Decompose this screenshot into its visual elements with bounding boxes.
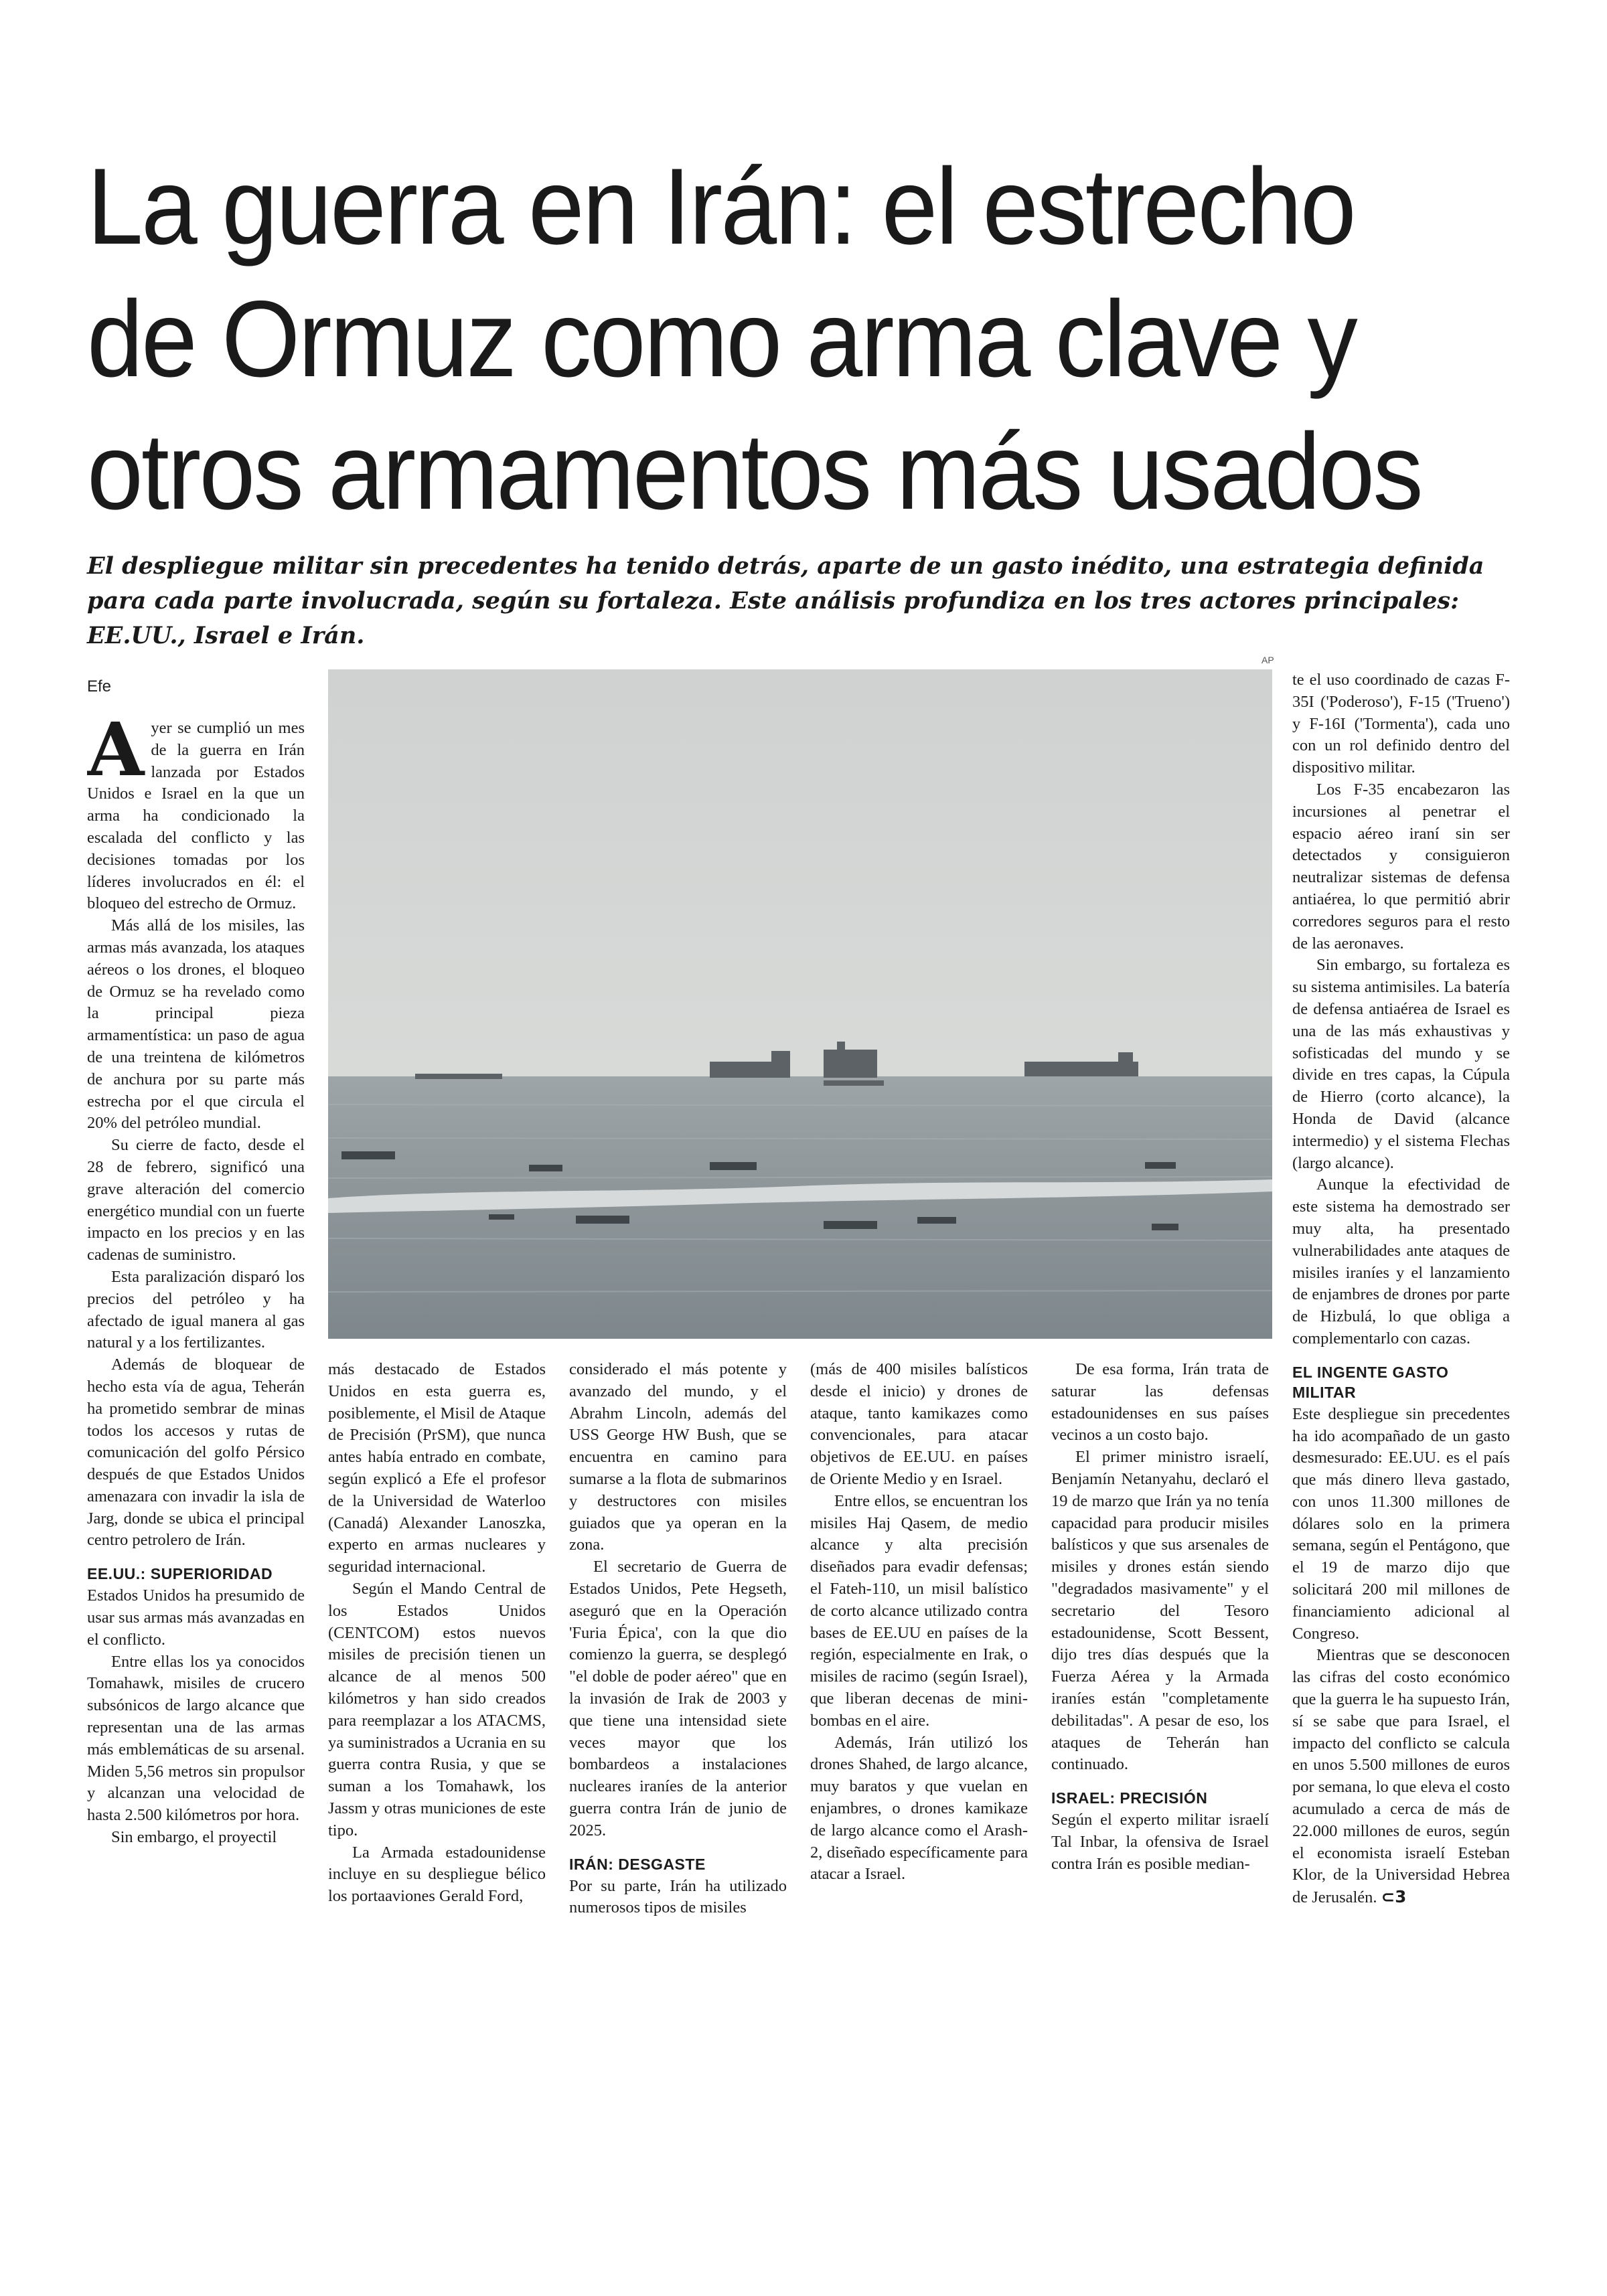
column-5 — [1051, 1359, 1269, 1948]
paragraph: Además, Irán utilizó los drones Shahed, de largo alcance, muy baratos y que vuelan en enjambres, o drones kamikaze de largo alcance como el Arash-2, diseñado específicamente para atacar a Israel. — [810, 1733, 1028, 1884]
paragraph: más destacado de Estados Unidos en esta guerra es, posiblemente, el Misil de Ataque de Precisión (PrSM), que nunca antes había entrado en combate, según explicó a Efe el profesor de la Universidad de Waterloo (Canadá) Alexander Lanoszka, experto en armas nucleares y seguridad internacional. — [328, 1360, 546, 1576]
paragraph: Más allá de los misiles, las armas más avanzada, los ataques aéreos o los drones, el bloqueo de Ormuz se ha revelado como la principal pieza armamentística: un paso de agua de una treintena de kilómetros de anchura por su parte más estrecha por el que circula el 20% del petróleo mundial. — [87, 916, 305, 1133]
paragraph: Sin embargo, el proyectil — [111, 1828, 277, 1847]
paragraph — [87, 718, 305, 915]
photo-credit: AP — [1261, 655, 1274, 665]
section-heading-gasto: EL INGENTE GASTO MILITAR — [1292, 1363, 1449, 1401]
headline-line-2: de Ormuz como arma clave y — [87, 278, 1357, 400]
paragraph: La Armada estadounidense incluye en su despliegue bélico los portaaviones Gerald Ford, — [328, 1843, 546, 1906]
section-heading-israel: ISRAEL: PRECISIÓN — [1051, 1789, 1208, 1807]
column-1 — [87, 718, 305, 1949]
paragraph-text: Mientras que se desconocen las cifras del costo económico que la guerra le ha supuesto Irán, sí se sabe que para Israel, el impacto del conflicto se calcula en unos 5.500 millones de euros por semana, lo que eleva el costo acumulado a cerca de más de 22.000 millones de euros, según el economista israelí Esteban Klor, de la Universidad Hebrea de Jerusalén. — [1292, 1646, 1510, 1907]
paragraph: (más de 400 misiles balísticos desde el inicio) y drones de ataque, tanto kamikazes como convencionales, para atacar objetivos de EE.UU. en países de Oriente Medio y en Israel. — [810, 1360, 1028, 1488]
paragraph: te el uso coordinado de cazas F-35I ('Poderoso'), F-15 ('Trueno') y F-16I ('Tormenta'), cada uno con un rol definido dentro del dispositivo militar. — [1292, 671, 1510, 777]
column-2 — [328, 1359, 546, 1948]
headline — [87, 141, 1438, 538]
byline: Efe — [87, 677, 112, 695]
section-heading-usa: EE.UU.: SUPERIORIDAD — [87, 1565, 273, 1583]
paragraph: Entre ellos, se encuentran los misiles Haj Qasem, de medio alcance y alta precisión diseñados para evadir defensas; el Fateh-110, un misil balístico de corto alcance utilizado contra bases de EE.UU en países de la región, especialmente en Irak, o misiles de racimo (según Israel), que liberan decenas de mini-bombas en el aire. — [810, 1491, 1028, 1730]
paragraph-text: yer se cumplió un mes de la guerra en Irán lanzada por Estados Unidos e Israel en la que un arma ha condicionado la escalada del conflicto y las decisiones tomadas por los líderes involucrados en él: el bloqueo del estrecho de Ormuz. — [87, 719, 305, 913]
paragraph — [1292, 1645, 1510, 1909]
headline-line-1: La guerra en Irán: el estrecho — [87, 146, 1355, 267]
paragraph: Estados Unidos ha presumido de usar sus armas más avanzadas en el conflicto. — [87, 1586, 305, 1649]
paragraph: El primer ministro israelí, Benjamín Netanyahu, declaró el 19 de marzo que Irán ya no tenía capacidad para producir misiles balísticos y que sus arsenales de misiles y drones están siendo "degradados masivamente" y el secretario del Tesoro estadounidense, Scott Bessent, dijo tres días después que la Fuerza Aérea y la Armada iraníes están "completamente debilitadas". A pesar de eso, los ataques de Teherán han continuado. — [1051, 1448, 1269, 1774]
subtitle: El despliegue militar sin precedentes ha tenido detrás, aparte de un gasto inédito, una estrategia definida para cada parte involucrada, según su fortaleza. Este análisis profundiza en los tres actores principales: EE.UU., Israel e Irán. — [87, 552, 1484, 649]
column-6 — [1292, 669, 1510, 1948]
ships-photo — [328, 669, 1272, 1339]
headline-line-3: otros armamentos más usados — [87, 411, 1422, 532]
paragraph: Los F-35 encabezaron las incursiones al penetrar el espacio aéreo iraní sin ser detectados y consiguieron neutralizar sistemas de defensa antiaérea, lo que permitió abrir corredores seguros para el resto de las aeronaves. — [1292, 780, 1510, 953]
drop-cap: A — [87, 718, 145, 793]
paragraph: Esta paralización disparó los precios del petróleo y ha afectado de igual manera al gas natural y a los fertilizantes. — [87, 1267, 305, 1352]
paragraph: Además de bloquear de hecho esta vía de agua, Teherán ha prometido sembrar de minas todos los accesos y rutas de comunicación del golfo Pérsico después de que Estados Unidos amenazara con invadir la isla de Jarg, donde se ubica el principal centro petrolero de Irán. — [87, 1356, 305, 1550]
paragraph: Sin embargo, su fortaleza es su sistema antimisiles. La batería de defensa antiaérea de Israel es una de las más exhaustivas y sofisticadas del mundo y se divide en tres capas, la Cúpula de Hierro (corto alcance), la Honda de David (alcance intermedio) y el sistema Flechas (largo alcance). — [1292, 956, 1510, 1172]
paragraph: Su cierre de facto, desde el 28 de febrero, significó una grave alteración del comercio energético mundial con un fuerte impacto en los precios y en las cadenas de suministro. — [87, 1136, 305, 1264]
section-heading-iran: IRÁN: DESGASTE — [569, 1855, 706, 1873]
paragraph: De esa forma, Irán trata de saturar las defensas estadounidenses en sus países vecinos a un costo bajo. — [1051, 1360, 1269, 1445]
paragraph: considerado el más potente y avanzado del mundo, y el Abrahm Lincoln, además del USS George HW Bush, que se encuentra en camino para sumarse a la flota de submarinos y destructores con misiles guiados que ya operan en la zona. — [569, 1360, 787, 1554]
column-4 — [810, 1359, 1028, 1948]
paragraph: Por su parte, Irán ha utilizado numerosos tipos de misiles — [569, 1876, 787, 1917]
paragraph: El secretario de Guerra de Estados Unidos, Pete Hegseth, aseguró que en la Operación 'Furia Épica', con la que dio comienzo la guerra, se desplegó "el doble de poder aéreo" que en la invasión de Irak de 2003 y que tiene una intensidad siete veces mayor que los bombardeos a instalaciones nucleares iraníes de la anterior guerra contra Irán de junio de 2025. — [569, 1558, 787, 1839]
paragraph: Según el experto militar israelí Tal Inbar, la ofensiva de Israel contra Irán es posible median- — [1051, 1811, 1269, 1873]
end-mark-icon: ⊂3 — [1381, 1887, 1407, 1907]
paragraph: Según el Mando Central de los Estados Unidos (CENTCOM) estos nuevos misiles de precisión tienen un alcance de al menos 500 kilómetros y han sido creados para reemplazar a los ATACMS, ya suministrados a Ucrania en su guerra contra Rusia, y que se suman a los Tomahawk, los Jassm y otras municiones de este tipo. — [328, 1579, 546, 1839]
paragraph: Entre ellas los ya conocidos Tomahawk, misiles de crucero subsónicos de largo alcance que representan una de las armas más emblemáticas de su arsenal. Miden 5,56 metros sin propulsor y alcanzan una velocidad de hasta 2.500 kilómetros por hora. — [87, 1652, 305, 1825]
column-3 — [569, 1359, 787, 1948]
paragraph: Este despliegue sin precedentes ha ido acompañado de un gasto desmesurado: EE.UU. es el país que más dinero lleva gastado, con unos 11.300 millones de dólares solo en la primera semana, según el Pentágono, que el 19 de marzo dijo que solicitará 200 mil millones de financiamiento adicional al Congreso. — [1292, 1404, 1510, 1643]
paragraph: Aunque la efectividad de este sistema ha demostrado ser muy alta, ha presentado vulnerabilidades ante ataques de misiles iraníes y el lanzamiento de enjambres de drones por parte de Hizbulá, lo que obliga a complementarlo con cazas. — [1292, 1175, 1510, 1347]
